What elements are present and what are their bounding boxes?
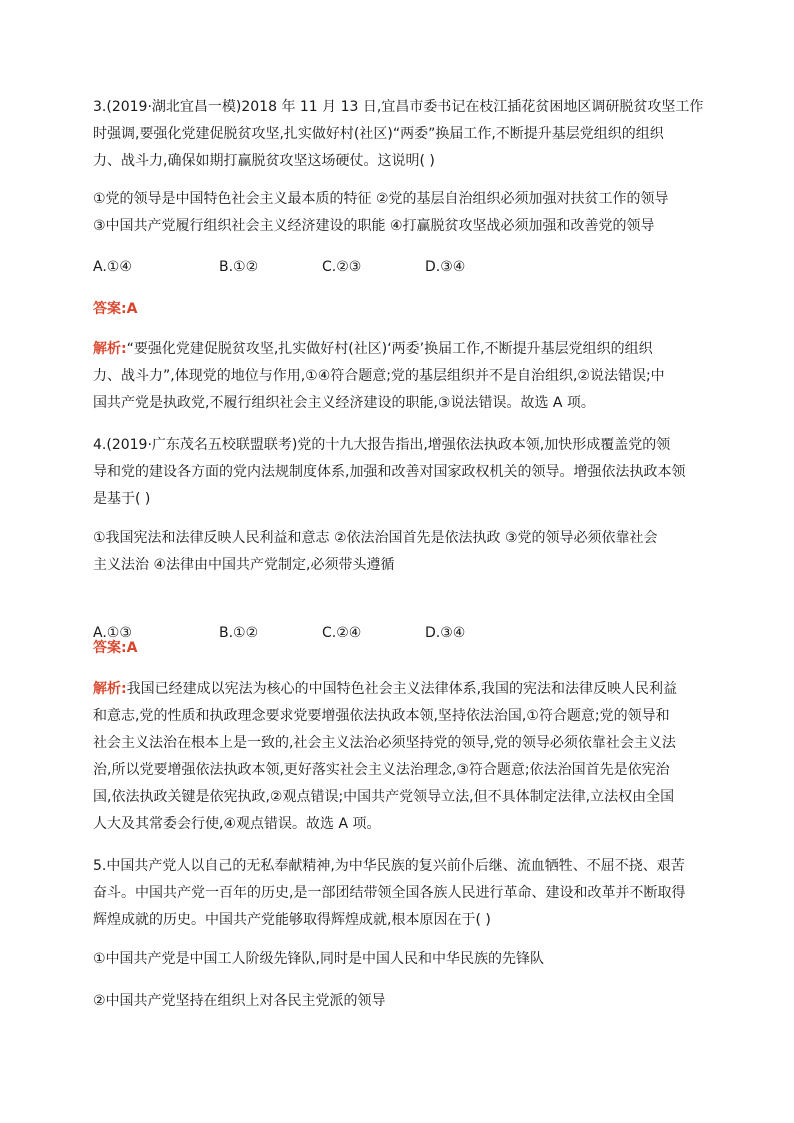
analysis-line: 社会主义法治在根本上是一致的,社会主义法治必须坚持党的领导,党的领导必须依靠社会主义法 xyxy=(93,735,676,751)
stem-line: 力、战斗力,确保如期打赢脱贫攻坚这场硬仗。这说明( ) xyxy=(93,153,435,169)
analysis-label: 解析: xyxy=(93,681,127,697)
stem-line: 3.(2019·湖北宜昌一模)2018 年 11 月 13 日,宜昌市委书记在枝江插花贫困地区调研脱贫攻坚工作 xyxy=(93,99,704,115)
stem-line: 奋斗。中国共产党一百年的历史,是一部团结带领全国各族人民进行革命、建设和改革并不断取得 xyxy=(93,885,686,901)
question-4-answer xyxy=(93,635,699,662)
question-4-analysis xyxy=(93,676,699,838)
analysis-line: 力、战斗力”,体现党的地位与作用,①④符合题意;党的基层组织并不是自治组织,②说法错误;中 xyxy=(93,368,665,384)
analysis-line: 国共产党是执政党,不履行组织社会主义经济建设的职能,③说法错误。故选 A 项。 xyxy=(93,395,595,411)
stem-line: 4.(2019·广东茂名五校联盟联考)党的十九大报告指出,增强依法执政本领,加快形成覆盖党的领 xyxy=(93,437,671,453)
question-4-statements xyxy=(93,525,699,579)
statement-line: ①我国宪法和法律反映人民利益和意志 ②依法治国首先是依法执政 ③党的领导必须依靠社会 xyxy=(93,530,658,546)
question-5-statement-2: ②中国共产党坚持在组织上对各民主党派的领导 xyxy=(93,993,386,1009)
answer-label: 答案: xyxy=(93,301,127,317)
analysis-line: 人大及其常委会行使,④观点错误。故选 A 项。 xyxy=(93,816,381,832)
stem-line: 时强调,要强化党建促脱贫攻坚,扎实做好村(社区)“两委”换届工作,不断提升基层党组织的组织 xyxy=(93,126,664,142)
analysis-line: 解析:我国已经建成以宪法为核心的中国特色社会主义法律体系,我国的宪法和法律反映人民利益 xyxy=(93,681,678,697)
option-d: D.③④ xyxy=(425,625,466,641)
question-5-stem xyxy=(93,853,699,934)
option-b: B.①② xyxy=(219,625,259,641)
stem-line: 是基于( ) xyxy=(93,491,151,507)
option-d: D.③④ xyxy=(425,259,466,275)
question-5-statement-1: ①中国共产党是中国工人阶级先锋队,同时是中国人民和中华民族的先锋队 xyxy=(93,951,544,967)
option-b: B.①② xyxy=(219,259,259,275)
question-4-stem xyxy=(93,432,699,513)
question-3-options xyxy=(93,254,699,281)
option-a: A.①③ xyxy=(93,625,132,641)
stem-line: 辉煌成就的历史。中国共产党能够取得辉煌成就,根本原因在于( ) xyxy=(93,912,491,928)
analysis-label: 解析: xyxy=(93,341,127,357)
stem-line: 导和党的建设各方面的党内法规制度体系,加强和改善对国家政权机关的领导。增强依法执政本领 xyxy=(93,464,686,480)
analysis-line: 国,依法执政关键是依宪执政,②观点错误;中国共产党领导立法,但不具体制定法律,立法权由全国 xyxy=(93,789,675,805)
statement-line: ③中国共产党履行组织社会主义经济建设的职能 ④打赢脱贫攻坚战必须加强和改善党的领导 xyxy=(93,218,655,234)
answer-label: 答案: xyxy=(93,640,127,656)
statement-line: 主义法治 ④法律由中国共产党制定,必须带头遵循 xyxy=(93,557,395,573)
analysis-line: 解析:“要强化党建促脱贫攻坚,扎实做好村(社区)‘两委’换届工作,不断提升基层党组织的组织 xyxy=(93,341,653,357)
option-c: C.②④ xyxy=(322,625,362,641)
statement-line: ①党的领导是中国特色社会主义最本质的特征 ②党的基层自治组织必须加强对扶贫工作的领导 xyxy=(93,191,669,207)
question-3-statements xyxy=(93,186,699,240)
analysis-line: 和意志,党的性质和执政理念要求党要增强依法执政本领,坚持依法治国,①符合题意;党的领导和 xyxy=(93,708,670,724)
option-c: C.②③ xyxy=(322,259,362,275)
analysis-line: 治,所以党要增强依法执政本领,更好落实社会主义法治理念,③符合题意;依法治国首先是依宪治 xyxy=(93,762,670,778)
question-3-answer xyxy=(93,296,699,323)
question-3-analysis xyxy=(93,336,699,417)
answer-value: A xyxy=(126,640,138,656)
option-a: A.①④ xyxy=(93,259,132,275)
stem-line: 5.中国共产党人以自己的无私奉献精神,为中华民族的复兴前仆后继、流血牺牲、不屈不挠、艰苦 xyxy=(93,858,685,874)
question-3-stem xyxy=(93,94,704,175)
answer-value: A xyxy=(126,301,138,317)
